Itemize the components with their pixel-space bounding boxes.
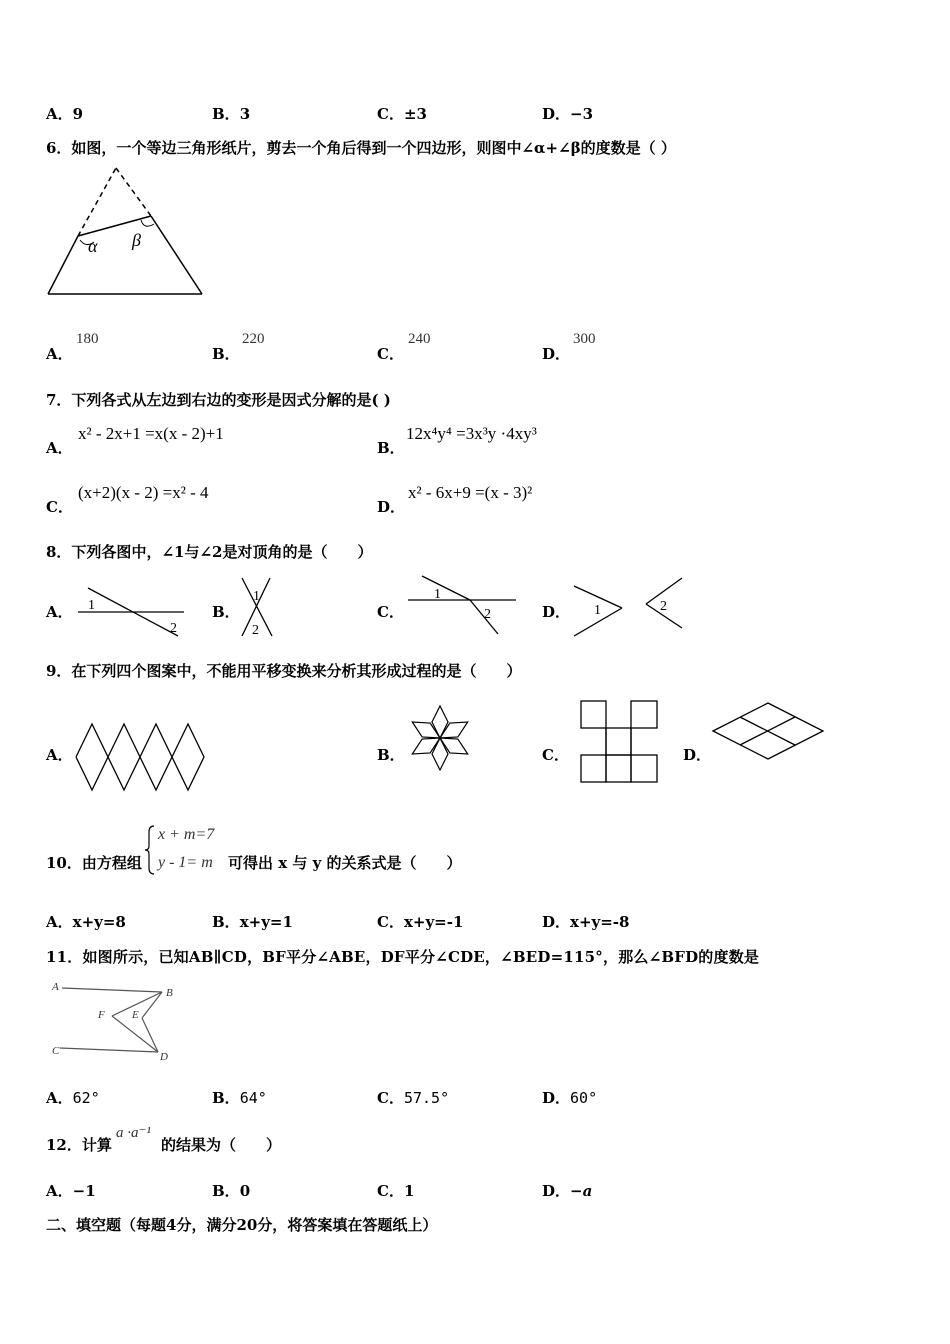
q10-option-d: D．x+y=-8 (542, 913, 630, 931)
q8-figure-c (404, 572, 522, 638)
svg-text:1: 1 (88, 598, 95, 613)
q10-brace (144, 824, 156, 876)
beta-label: β (132, 230, 141, 250)
svg-text:1: 1 (434, 587, 441, 602)
q10-option-c: C．x+y=-1 (377, 913, 464, 931)
svg-text:2: 2 (170, 621, 177, 636)
q8-figure-d (570, 574, 686, 640)
q6-option-a: A． (46, 345, 73, 363)
svg-text:2: 2 (252, 623, 259, 638)
q8-option-d-label: D． (542, 603, 571, 621)
q12-suffix: 的结果为（ ） (161, 1136, 282, 1154)
q7-option-a-label: A． (46, 439, 73, 457)
q6-stem: 6．如图，一个等边三角形纸片，剪去一个角后得到一个四边形，则图中∠α+∠β的度数是（ ） (46, 139, 676, 157)
q6-option-d: D． (542, 345, 571, 363)
q12-prefix: 12．计算 (46, 1136, 112, 1154)
q9-option-a-label: A． (46, 746, 73, 764)
q11-figure (50, 976, 190, 1064)
q10-option-a: A．x+y=8 (46, 913, 126, 931)
q5-option-d: D．−3 (542, 105, 594, 123)
q8-option-b-label: B． (212, 603, 240, 621)
q9-option-b-label: B． (377, 746, 405, 764)
q12-option-b: B．0 (212, 1182, 251, 1200)
svg-text:F: F (98, 1009, 105, 1021)
q8-stem: 8．下列各图中，∠1与∠2是对顶角的是（ ） (46, 543, 373, 561)
q7-stem: 7．下列各式从左边到右边的变形是因式分解的是( ) (46, 391, 391, 409)
q11-stem: 11．如图所示，已知AB∥CD，BF平分∠ABE，DF平分∠CDE，∠BED=115°，那么∠BFD的度数是 (46, 948, 760, 966)
alpha-label: α (88, 236, 98, 256)
q7-option-c-label: C． (46, 498, 73, 516)
q10-equation-1: x + m=7 (158, 826, 215, 843)
q9-figure-b (402, 702, 478, 774)
q6-option-c: C． (377, 345, 404, 363)
q11-option-a: A．62° (46, 1089, 100, 1107)
q5-option-a: A．9 (46, 105, 84, 123)
q10-prefix: 10．由方程组 (46, 854, 142, 872)
svg-text:2: 2 (484, 607, 491, 622)
svg-text:1: 1 (594, 603, 601, 618)
q7-option-d-label: D． (377, 498, 406, 516)
q8-option-c-label: C． (377, 603, 404, 621)
q6-option-c-value: 240 (408, 331, 431, 347)
q7-option-d-value: x² - 6x+9 =(x - 3)² (408, 483, 533, 502)
q9-figure-d (710, 700, 828, 762)
q6-option-b: B． (212, 345, 240, 363)
q9-option-c-label: C． (542, 746, 569, 764)
svg-text:D: D (160, 1051, 168, 1063)
q6-triangle-figure (44, 164, 214, 300)
section-2-title: 二、填空题（每题4分，满分20分，将答案填在答题纸上） (46, 1216, 438, 1234)
q9-option-d-label: D． (683, 746, 712, 764)
q8-figure-a (74, 584, 190, 640)
q5-option-c: C．±3 (377, 105, 427, 123)
svg-text:1: 1 (253, 589, 260, 604)
svg-text:A: A (52, 981, 59, 993)
q11-option-d: D．60° (542, 1089, 598, 1107)
q7-option-c-value: (x+2)(x - 2) =x² - 4 (78, 483, 209, 502)
q8-option-a-label: A． (46, 603, 73, 621)
q11-option-c: C．57.5° (377, 1089, 450, 1107)
q12-option-d: D．−a (542, 1182, 593, 1200)
q6-option-d-value: 300 (573, 331, 596, 347)
q11-option-b: B．64° (212, 1089, 267, 1107)
q10-suffix: 可得出 x 与 y 的关系式是（ ） (228, 854, 462, 872)
q9-stem: 9．在下列四个图案中，不能用平移变换来分析其形成过程的是（ ） (46, 662, 522, 680)
svg-text:B: B (166, 987, 173, 999)
q6-option-b-value: 220 (242, 331, 265, 347)
q5-option-b: B．3 (212, 105, 251, 123)
svg-text:2: 2 (660, 599, 667, 614)
q9-figure-c (578, 698, 662, 784)
svg-text:E: E (132, 1009, 139, 1021)
svg-text:C: C (52, 1045, 60, 1057)
q8-figure-b (236, 574, 280, 640)
q9-figure-a (72, 720, 214, 794)
q12-expression: a ·a⁻¹ (116, 1125, 151, 1141)
q12-option-a: A．−1 (46, 1182, 96, 1200)
q12-option-c: C．1 (377, 1182, 415, 1200)
q7-option-b-value: 12x⁴y⁴ =3x³y ·4xy³ (406, 424, 537, 443)
q10-equation-2: y - 1= m (158, 854, 213, 871)
q7-option-a-value: x² - 2x+1 =x(x - 2)+1 (78, 424, 224, 443)
q6-option-a-value: 180 (76, 331, 99, 347)
q7-option-b-label: B． (377, 439, 405, 457)
q10-option-b: B．x+y=1 (212, 913, 293, 931)
